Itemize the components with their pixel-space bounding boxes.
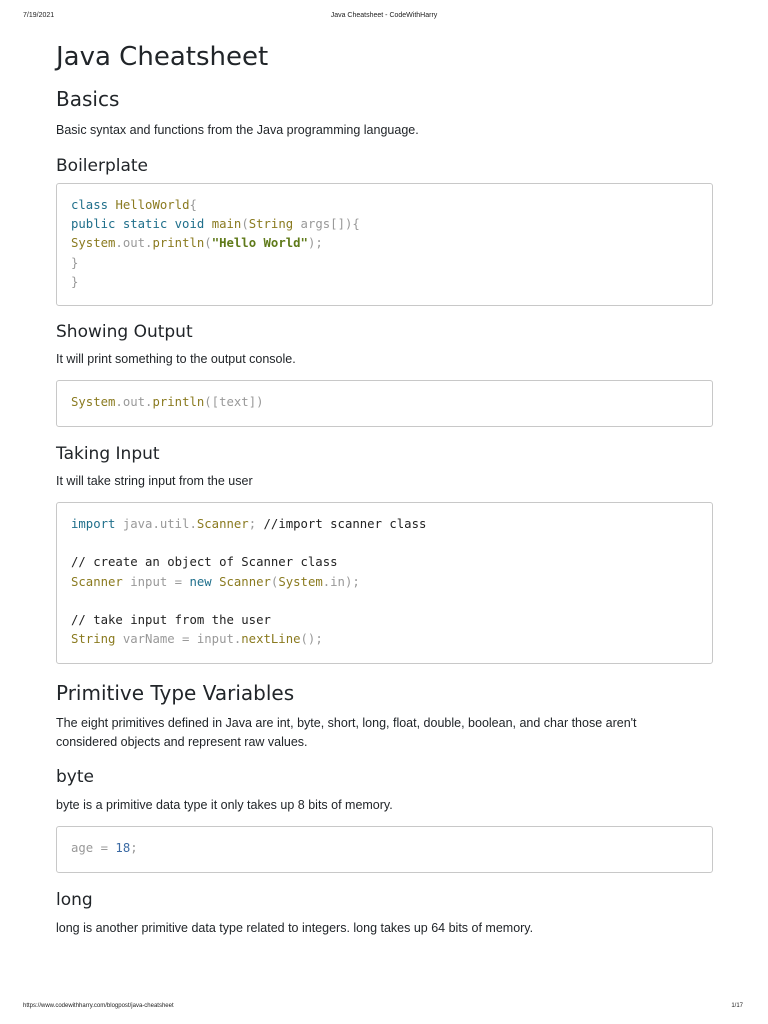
- code-block-taking-input: [56, 502, 713, 664]
- long-description: long is another primitive data type related to integers. long takes up 64 bits of memory.: [56, 921, 534, 935]
- code-line: public static void main(String args[]){: [71, 217, 360, 232]
- code-line: Scanner input = new Scanner(System.in);: [71, 574, 360, 589]
- page-title: Java Cheatsheet: [56, 42, 269, 72]
- code-line: System.out.println([text]): [71, 395, 264, 409]
- print-url: https://www.codewithharry.com/blogpost/java-cheatsheet: [23, 1003, 174, 1009]
- heading-boilerplate: Boilerplate: [56, 156, 149, 176]
- code-line: // create an object of Scanner class: [71, 555, 338, 570]
- byte-description: byte is a primitive data type it only takes up 8 bits of memory.: [56, 798, 393, 812]
- taking-input-description: It will take string input from the user: [56, 474, 253, 488]
- heading-long: long: [56, 890, 93, 910]
- code-block-boilerplate: [56, 183, 713, 306]
- code-line: // take input from the user: [71, 612, 271, 627]
- heading-primitive-types: Primitive Type Variables: [56, 681, 295, 705]
- article: [56, 40, 713, 938]
- code-block-byte: [56, 826, 713, 873]
- print-date: 7/19/2021: [23, 12, 55, 19]
- code-line: }: [71, 274, 79, 289]
- print-title: Java Cheatsheet - CodeWithHarry: [330, 12, 438, 19]
- page-number: 1/17: [731, 1003, 743, 1009]
- primitive-description: The eight primitives defined in Java are int, byte, short, long, float, double, boolean, and char those aren't considered objects and represent raw values.: [56, 716, 637, 749]
- heading-showing-output: Showing Output: [56, 322, 193, 342]
- heading-byte: byte: [56, 767, 94, 787]
- heading-basics: Basics: [56, 87, 120, 111]
- code-block-showing-output: [56, 380, 713, 427]
- code-line: import java.util.Scanner; //import scanner class: [71, 517, 427, 531]
- code-line: System.out.println("Hello World");: [71, 236, 323, 251]
- showing-output-description: It will print something to the output console.: [56, 352, 296, 366]
- heading-taking-input: Taking Input: [56, 444, 160, 464]
- code-line: age = 18;: [71, 841, 138, 855]
- code-line: String varName = input.nextLine();: [71, 632, 323, 647]
- basics-description: Basic syntax and functions from the Java programming language.: [56, 123, 419, 137]
- code-line: class HelloWorld{: [71, 198, 197, 212]
- code-line: }: [71, 255, 79, 270]
